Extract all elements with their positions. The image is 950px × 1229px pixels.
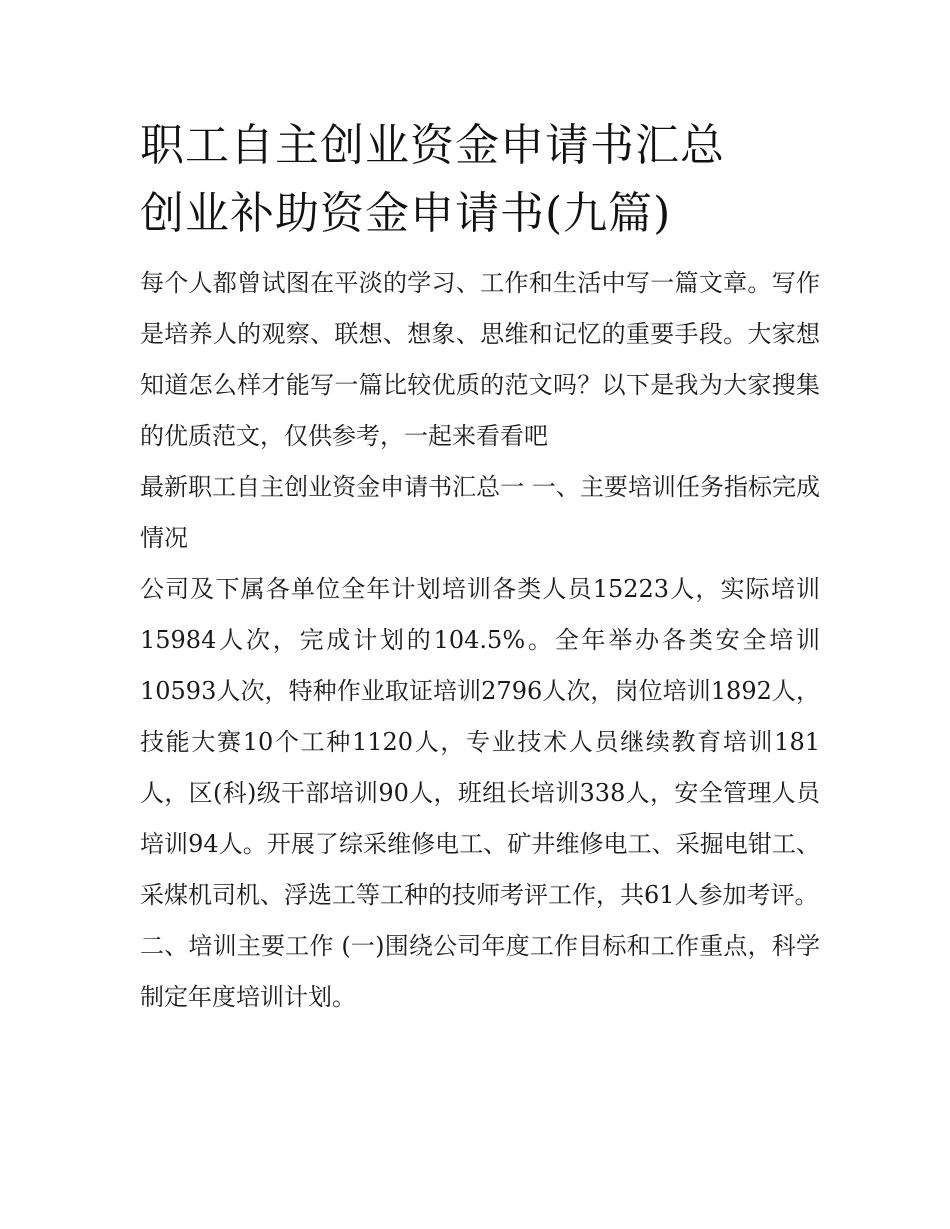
title-line-2: 创业补助资金申请书(九篇) xyxy=(140,188,672,239)
intro-paragraph: 每个人都曾试图在平淡的学习、工作和生活中写一篇文章。写作是培养人的观察、联想、想象、思维和记忆的重要手段。大家想知道怎么样才能写一篇比较优质的范文吗？以下是我为大家搜集的优质范文，仅供参考，一起来看看吧 xyxy=(140,269,820,450)
training-stats-paragraph: 公司及下属各单位全年计划培训各类人员15223人，实际培训15984人次，完成计划的104.5%。全年举办各类安全培训10593人次，特种作业取证培训2796人次，岗位培训1892人，技能大赛10个工种1120人，专业技术人员继续教育培训181人，区(科)级干部培训90人，班组长培训338人，安全管理人员培训94人。开展了综采维修电工、矿井维修电工、采掘电钳工、采煤机司机、浮选工等工种的技师考评工作，共61人参加考评。 xyxy=(140,575,820,909)
document-content xyxy=(140,112,820,1023)
section-heading-paragraph: 最新职工自主创业资金申请书汇总一 一、主要培训任务指标完成情况 xyxy=(140,473,820,552)
training-work-paragraph: 二、培训主要工作 (一)围绕公司年度工作目标和工作重点，科学制定年度培训计划。 xyxy=(140,932,820,1011)
title-line-1: 职工自主创业资金申请书汇总 xyxy=(140,120,725,171)
document-body xyxy=(140,258,820,1023)
document-title xyxy=(140,112,820,248)
